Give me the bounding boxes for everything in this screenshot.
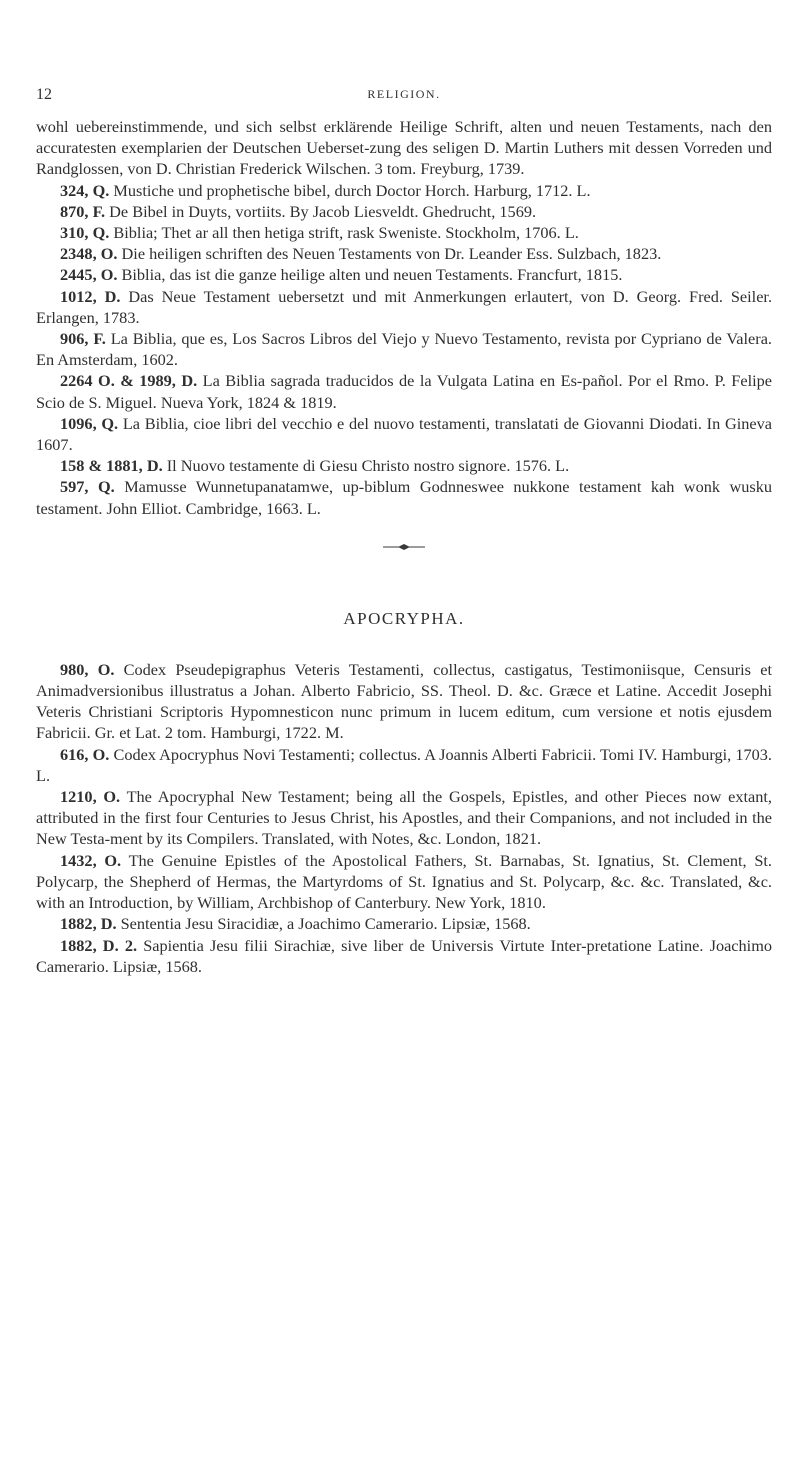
entry-text: Mamusse Wunnetupanatamwe, up-biblum Godnneswee nukkone testament kah wonk wusku testament. John Elliot. Cambridge, 1663. L.: [36, 477, 772, 518]
bible-entries: [36, 116, 772, 519]
apocrypha-entry: [36, 744, 772, 786]
entry-text: The Apocryphal New Testament; being all the Gospels, Epistles, and other Pieces now extant, attributed in the first four Centuries to Jesus Christ, his Apostles, and their Companions, and not included in the New Testa-ment by its Compilers. Translated, with Notes, &c. London, 1821.: [36, 787, 772, 849]
bible-entry: [36, 201, 772, 222]
apocrypha-entry: [36, 659, 772, 744]
bible-entry: [36, 413, 772, 455]
apocrypha-entry: [36, 786, 772, 850]
entry-number: 310, Q.: [60, 223, 110, 243]
entry-number: 870, F.: [60, 201, 106, 221]
entry-text: Sententia Jesu Siracidiæ, a Joachimo Camerario. Lipsiæ, 1568.: [120, 914, 531, 934]
entry-number: 1210, O.: [60, 787, 121, 807]
entry-text: wohl uebereinstimmende, und sich selbst erklärende Heilige Schrift, alten und neuen Testaments, nach den accuratesten exemplarien der Deutschen Ueberset-zung des seligen D. Martin Luthers mit dessen Vorreden und Randglossen, von D. Christian Frederick Wilschen. 3 tom. Freyburg, 1739.: [36, 117, 772, 179]
entry-text: The Genuine Epistles of the Apostolical Fathers, St. Barnabas, St. Ignatius, St. Clement, St. Polycarp, the Shepherd of Hermas, the Martyrdoms of St. Ignatius and St. Polycarp, &c. &c. Translated, &c. with an Introduction, by William, Archbishop of Canterbury. New York, 1810.: [36, 850, 772, 913]
entry-text: Die heiligen schriften des Neuen Testaments von Dr. Leander Ess. Sulzbach, 1823.: [121, 244, 662, 264]
bible-entry: [36, 264, 772, 285]
bible-entry: [36, 116, 772, 180]
bible-entry: [36, 455, 772, 476]
apocrypha-entry: [36, 913, 772, 934]
entry-number: 980, O.: [60, 659, 115, 679]
entry-number: 616, O.: [60, 744, 110, 764]
entry-text: De Bibel in Duyts, vortiits. By Jacob Liesveldt. Ghedrucht, 1569.: [109, 201, 537, 221]
entry-number: 597, Q.: [60, 477, 115, 497]
entry-text: Biblia, das ist die ganze heilige alten und neuen Testaments. Francfurt, 1815.: [121, 265, 623, 285]
entry-number: 324, Q.: [60, 180, 110, 200]
running-head: [36, 78, 772, 108]
apocrypha-entries: [36, 659, 772, 977]
entry-number: 1096, Q.: [60, 413, 119, 433]
entry-text: Il Nuovo testamente di Giesu Christo nostro signore. 1576. L.: [166, 456, 570, 476]
bible-entry: [36, 370, 772, 412]
entry-text: La Biblia, que es, Los Sacros Libros del Viejo y Nuevo Testamento, revista por Cypriano de Valera. En Amsterdam, 1602.: [36, 329, 772, 370]
section-divider-ornament: [36, 539, 772, 559]
entry-number: 1882, D.: [60, 914, 117, 934]
entry-number: 906, F.: [60, 329, 106, 349]
bible-entry: [36, 243, 772, 264]
entry-text: Sapientia Jesu filii Sirachiæ, sive liber de Universis Virtute Inter-pretatione Latine. Joachimo Camerario. Lipsiæ, 1568.: [36, 935, 773, 976]
page-number: 12: [36, 86, 52, 103]
entry-number: 2348, O.: [60, 244, 118, 264]
entry-text: La Biblia sagrada traducidos de la Vulgata Latina en Es-pañol. Por el Rmo. P. Felipe Scio de S. Miguel. Nueva York, 1824 & 1819.: [36, 371, 772, 412]
entry-number: 1012, D.: [60, 286, 121, 306]
entry-text: Biblia; Thet ar all then hetiga strift, rask Sweniste. Stockholm, 1706. L.: [113, 223, 579, 243]
ornament-rule-icon: [382, 542, 426, 552]
entry-number: 158 & 1881, D.: [60, 456, 163, 476]
bible-entry: [36, 476, 772, 518]
bible-entry: [36, 222, 772, 243]
running-title: RELIGION.: [367, 87, 441, 101]
entry-number: 2264 O. & 1989, D.: [60, 371, 198, 391]
entry-number: 1882, D. 2.: [60, 935, 138, 955]
entry-number: 2445, O.: [60, 265, 118, 285]
entry-text: Codex Apocryphus Novi Testamenti; collectus. A Joannis Alberti Fabricii. Tomi IV. Hamburgi, 1703. L.: [36, 744, 772, 785]
book-page: [36, 0, 772, 977]
bible-entry: [36, 328, 772, 370]
entry-text: Codex Pseudepigraphus Veteris Testamenti, collectus, castigatus, Testimoniisque, Censuris et Animadversionibus illustratus a Johan. Alberto Fabricio, SS. Theol. D. &c. Græce et Latine. Accedit Josephi Veteris Christiani Scriptoris Hypomnesticon nunc primum in lucem editum, cum versione et notis ejusdem Fabricii. Gr. et Lat. 2 tom. Hamburgi, 1722. M.: [36, 659, 772, 743]
entry-text: La Biblia, cioe libri del vecchio e del nuovo testamenti, translatati de Giovanni Diodati. In Gineva 1607.: [36, 413, 772, 455]
entry-number: 1432, O.: [60, 850, 122, 870]
apocrypha-entry: [36, 935, 772, 977]
section-heading-apocrypha: APOCRYPHA.: [343, 608, 465, 628]
bible-entry: [36, 286, 772, 328]
entry-text: Das Neue Testament uebersetzt und mit Anmerkungen erlautert, von D. Georg. Fred. Seiler. Erlangen, 1783.: [36, 286, 773, 327]
entry-text: Mustiche und prophetische bibel, durch Doctor Horch. Harburg, 1712. L.: [113, 180, 591, 200]
bible-entry: [36, 180, 772, 201]
apocrypha-entry: [36, 850, 772, 914]
